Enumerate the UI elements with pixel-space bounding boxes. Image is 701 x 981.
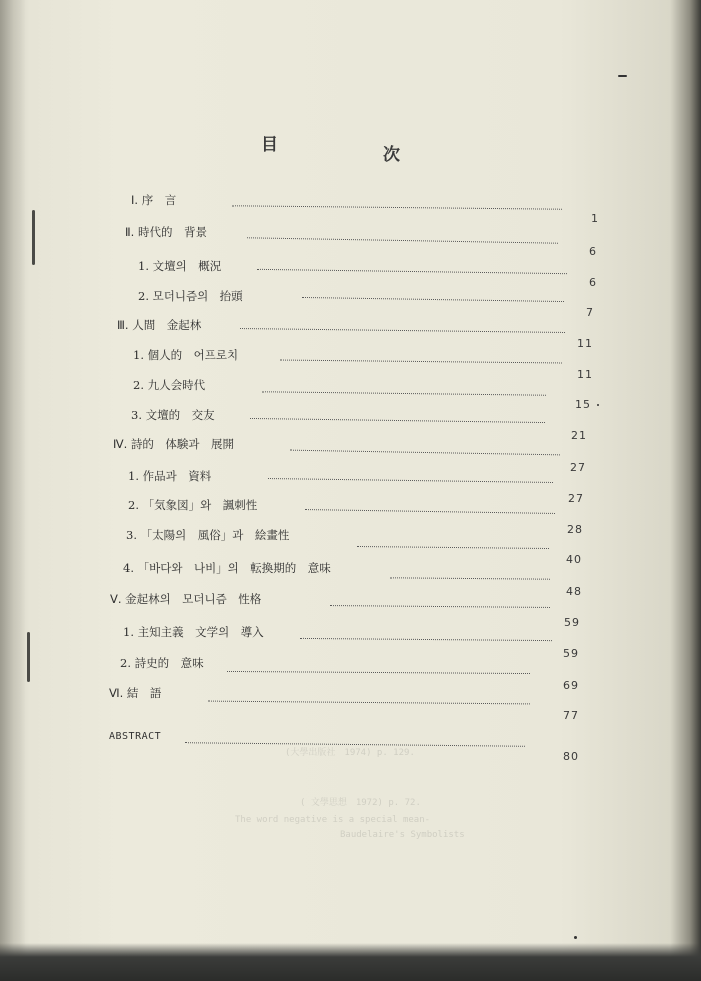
toc-entry: 2. 九人会時代 [133, 378, 206, 392]
toc-leader [208, 701, 530, 705]
toc-entry: 2. 모더니즘의 抬頭 [138, 289, 243, 303]
toc-leader [262, 391, 546, 395]
toc-entry: Ⅱ. 時代的 背景 [125, 225, 207, 239]
toc-leader [247, 237, 558, 243]
toc-page-number: 28 [567, 523, 583, 536]
toc-page-number: 40 [566, 553, 582, 566]
toc-page-number: 59 [563, 647, 579, 660]
toc-entry: 3. 「太陽의 風俗」과 絵畫性 [126, 528, 290, 542]
binding-staple [32, 210, 35, 265]
toc-entry: 1. 文壇의 概況 [138, 259, 222, 273]
toc-leader [357, 546, 549, 549]
toc-leader [302, 297, 564, 302]
toc-entry: 1. 個人的 어프로치 [133, 348, 239, 362]
toc-page-number: 80 [563, 750, 579, 763]
toc-leader [240, 328, 565, 333]
toc-entry: Ⅳ. 詩的 体験과 展開 [113, 437, 235, 451]
book-spine-shadow [0, 0, 26, 981]
bleed-through-text: The word negative is a special mean- [235, 815, 431, 825]
toc-entry: 1. 作品과 資料 [128, 469, 212, 483]
toc-leader [250, 418, 545, 423]
toc-entry: Ⅵ. 結 語 [109, 686, 162, 700]
toc-entry: 3. 文壇的 交友 [131, 408, 215, 422]
toc-page-number: 21 [571, 429, 587, 442]
toc-leader [305, 509, 555, 514]
toc-entry: Ⅲ. 人間 金起林 [117, 318, 202, 332]
ink-speck [597, 404, 599, 406]
toc-leader [227, 671, 530, 674]
toc-entry-abstract: ABSTRACT [109, 731, 162, 742]
ink-speck [618, 75, 627, 77]
toc-page-number: 11 [577, 368, 593, 381]
toc-page-number: 1 [591, 212, 599, 225]
page-bottom-edge [0, 943, 701, 981]
toc-page-number: 27 [570, 461, 586, 474]
toc-leader [257, 269, 567, 274]
toc-entry: 4. 「바다와 나비」의 転換期的 意味 [123, 561, 331, 575]
toc-leader [300, 638, 552, 641]
toc-page-number: 11 [577, 337, 593, 350]
title-left-char: 目 [261, 135, 279, 155]
toc-leader [232, 205, 562, 209]
ink-speck [574, 936, 577, 939]
title-right-char: 次 [383, 145, 401, 165]
toc-page-number: 59 [564, 616, 580, 629]
toc-entry: Ⅰ. 序 言 [131, 193, 177, 207]
toc-page-number: 27 [568, 492, 584, 505]
toc-page-number: 7 [586, 306, 594, 319]
toc-leader [290, 450, 560, 456]
toc-page-number: 69 [563, 679, 579, 692]
bleed-through-text: Baudelaire's Symbolists [340, 830, 465, 840]
toc-page-number: 6 [589, 276, 597, 289]
toc-entry: 2. 詩史的 意味 [120, 656, 204, 670]
toc-leader [280, 360, 562, 364]
toc-leader [390, 577, 550, 579]
toc-page-number: 48 [566, 585, 582, 598]
toc-leader [330, 605, 550, 608]
toc-entry: 2. 「気象図」와 諷刺性 [128, 498, 258, 512]
toc-leader [268, 478, 553, 483]
bleed-through-text: (大學出版社 1974) p. 129. [285, 748, 415, 758]
bleed-through-text: ( 文學思想 1972) p. 72. [300, 798, 421, 808]
toc-page-number: 77 [563, 709, 579, 722]
toc-entry: 1. 主知主義 文学의 導入 [123, 625, 264, 639]
toc-page-number: 15 [575, 398, 591, 411]
toc-entry: Ⅴ. 金起林의 모더니즘 性格 [110, 592, 262, 606]
binding-staple [27, 632, 30, 682]
toc-page-number: 6 [589, 245, 597, 258]
